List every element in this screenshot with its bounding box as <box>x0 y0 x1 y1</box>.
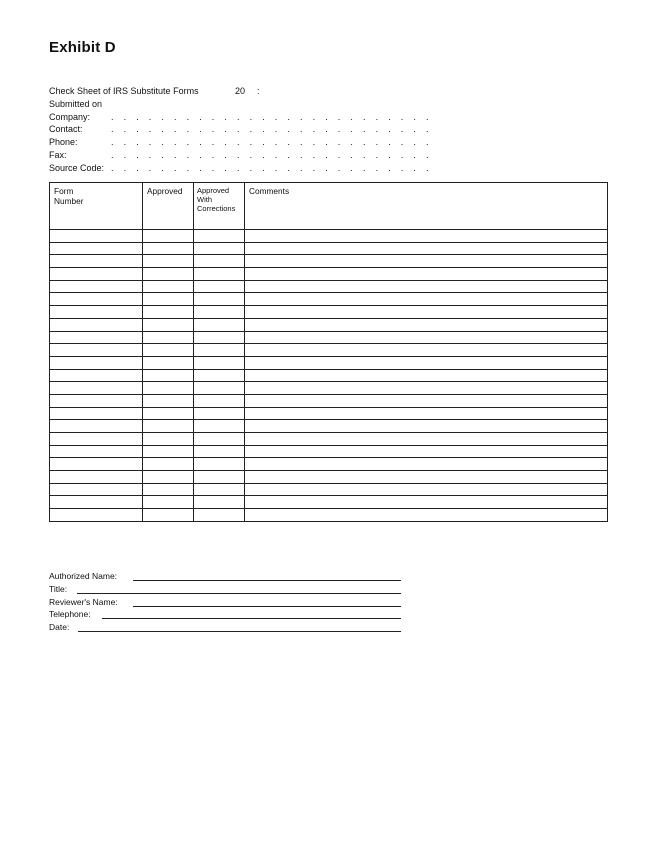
leader-dot: . <box>350 137 353 148</box>
date-label: Date: <box>49 622 70 633</box>
signature-line <box>133 606 401 607</box>
table-row <box>50 280 608 293</box>
leader-dot: . <box>312 149 316 160</box>
table-row <box>50 306 608 319</box>
leader-dot: . <box>111 149 114 160</box>
leader-dot: . <box>224 137 227 148</box>
check-sheet-line <box>49 85 429 98</box>
form-number-cell[interactable] <box>50 433 143 446</box>
leader-dot: . <box>174 149 177 160</box>
leader-dot: . <box>287 149 290 160</box>
approved-with-corrections-cell[interactable] <box>194 331 245 344</box>
leader-dot: . <box>123 111 127 122</box>
comments-cell[interactable] <box>245 407 608 420</box>
table-row <box>50 483 608 496</box>
leader-dot: . <box>426 124 429 135</box>
leader-dot: . <box>199 137 202 148</box>
leader-dot: . <box>388 162 391 173</box>
phone-label: Phone: <box>49 137 78 148</box>
approved-cell[interactable] <box>143 242 194 255</box>
leader-dot: . <box>337 149 341 160</box>
leader-dot: . <box>111 111 114 122</box>
leader-dot: . <box>148 149 152 160</box>
leader-dot: . <box>337 124 341 135</box>
leader-dot: . <box>400 124 404 135</box>
leader-dot: . <box>400 111 404 122</box>
leader-dot: . <box>136 162 139 173</box>
approved-cell[interactable] <box>143 344 194 357</box>
leader-dot: . <box>148 111 152 122</box>
approved-cell[interactable] <box>143 268 194 281</box>
approved-with-corrections-cell[interactable] <box>194 509 245 522</box>
signature-line <box>133 580 401 581</box>
awc-header-line2: With <box>197 195 212 204</box>
leader-dot: . <box>237 124 240 135</box>
column-header-comments <box>245 183 608 230</box>
telephone-label: Telephone: <box>49 609 91 620</box>
telephone-field[interactable] <box>49 609 401 622</box>
leader-dot: . <box>174 111 177 122</box>
table-row <box>50 407 608 420</box>
source-code-label: Source Code: <box>49 162 105 173</box>
leader-dot: . <box>211 162 215 173</box>
leader-dot: . <box>388 137 391 148</box>
leader-dot: . <box>211 111 215 122</box>
comments-cell[interactable] <box>245 445 608 458</box>
comments-cell[interactable] <box>245 356 608 369</box>
contact-label: Contact: <box>49 124 83 135</box>
leader-dot: . <box>325 137 328 148</box>
leader-dot: . <box>237 149 240 160</box>
approved-with-corrections-cell[interactable] <box>194 445 245 458</box>
leader-dot: . <box>350 111 353 122</box>
approved-with-corrections-cell[interactable] <box>194 382 245 395</box>
leader-dot: . <box>211 149 215 160</box>
comments-cell[interactable] <box>245 471 608 484</box>
comments-cell[interactable] <box>245 306 608 319</box>
form-number-cell[interactable] <box>50 344 143 357</box>
form-number-cell[interactable] <box>50 255 143 268</box>
approved-cell[interactable] <box>143 471 194 484</box>
comments-cell[interactable] <box>245 331 608 344</box>
approved-with-corrections-cell[interactable] <box>194 344 245 357</box>
leader-dot: . <box>237 162 240 173</box>
form-number-cell[interactable] <box>50 496 143 509</box>
leader-dot: . <box>186 149 190 160</box>
leader-dot: . <box>426 162 429 173</box>
page-title: Exhibit D <box>49 39 116 56</box>
approved-with-corrections-cell[interactable] <box>194 471 245 484</box>
form-number-cell[interactable] <box>50 306 143 319</box>
comments-cell[interactable] <box>245 344 608 357</box>
form-number-cell[interactable] <box>50 318 143 331</box>
leader-dot: . <box>249 162 253 173</box>
approved-header-text: Approved <box>147 186 183 196</box>
approved-with-corrections-cell[interactable] <box>194 356 245 369</box>
leader-dot: . <box>199 111 202 122</box>
forms-table <box>49 182 608 522</box>
comments-cell[interactable] <box>245 280 608 293</box>
leader-dot: . <box>337 137 341 148</box>
dot-leader <box>49 111 429 124</box>
signature-line <box>78 631 401 632</box>
table-row <box>50 496 608 509</box>
leader-dot: . <box>325 124 328 135</box>
dot-leader <box>49 149 429 162</box>
comments-cell[interactable] <box>245 509 608 522</box>
leader-dot: . <box>199 162 202 173</box>
leader-dot: . <box>262 149 265 160</box>
leader-dot: . <box>375 111 379 122</box>
approved-cell[interactable] <box>143 331 194 344</box>
table-row <box>50 230 608 243</box>
leader-dot: . <box>400 137 404 148</box>
leader-dot: . <box>388 124 391 135</box>
leader-dot: . <box>325 149 328 160</box>
leader-dot: . <box>312 162 316 173</box>
approved-cell[interactable] <box>143 433 194 446</box>
leader-dot: . <box>274 162 278 173</box>
date-field[interactable] <box>49 622 401 635</box>
comments-cell[interactable] <box>245 420 608 433</box>
leader-dot: . <box>174 137 177 148</box>
approved-with-corrections-cell[interactable] <box>194 230 245 243</box>
approved-with-corrections-cell[interactable] <box>194 483 245 496</box>
approved-with-corrections-cell[interactable] <box>194 394 245 407</box>
leader-dot: . <box>249 111 253 122</box>
leader-dot: . <box>111 137 114 148</box>
leader-dot: . <box>136 149 139 160</box>
leader-dot: . <box>300 137 303 148</box>
leader-dot: . <box>287 162 290 173</box>
form-number-cell[interactable] <box>50 280 143 293</box>
leader-dot: . <box>350 149 353 160</box>
approved-with-corrections-cell[interactable] <box>194 255 245 268</box>
leader-dot: . <box>375 162 379 173</box>
table-row <box>50 458 608 471</box>
dot-leader <box>49 136 429 149</box>
approved-cell[interactable] <box>143 306 194 319</box>
table-header-row <box>50 183 608 230</box>
leader-dot: . <box>413 111 416 122</box>
comments-cell[interactable] <box>245 382 608 395</box>
year-label: 20 <box>235 86 246 96</box>
leader-dot: . <box>375 149 379 160</box>
comments-header-text: Comments <box>249 186 290 196</box>
form-number-cell[interactable] <box>50 483 143 496</box>
leader-dot: . <box>363 137 366 148</box>
approved-cell[interactable] <box>143 382 194 395</box>
leader-dot: . <box>224 162 227 173</box>
leader-dot: . <box>123 124 127 135</box>
leader-dot: . <box>136 111 139 122</box>
awc-header-line1: Approved <box>197 186 230 195</box>
form-number-cell[interactable] <box>50 471 143 484</box>
form-number-cell[interactable] <box>50 407 143 420</box>
leader-dot: . <box>249 149 253 160</box>
leader-dot: . <box>287 137 290 148</box>
approved-cell[interactable] <box>143 420 194 433</box>
leader-dot: . <box>186 124 190 135</box>
table-row <box>50 331 608 344</box>
authorized-name-label: Authorized Name: <box>49 571 118 581</box>
table-row <box>50 318 608 331</box>
leader-dot: . <box>161 111 164 122</box>
leader-dot: . <box>426 137 429 148</box>
leader-dot: . <box>161 162 164 173</box>
leader-dot: . <box>186 162 190 173</box>
comments-cell[interactable] <box>245 433 608 446</box>
table-row <box>50 420 608 433</box>
leader-dot: . <box>375 124 379 135</box>
leader-dot: . <box>262 162 265 173</box>
leader-dot: . <box>274 124 278 135</box>
form-number-cell[interactable] <box>50 420 143 433</box>
leader-dot: . <box>274 149 278 160</box>
leader-dot: . <box>337 111 341 122</box>
leader-dot: . <box>237 137 240 148</box>
table-row <box>50 356 608 369</box>
approved-cell[interactable] <box>143 496 194 509</box>
approved-cell[interactable] <box>143 407 194 420</box>
leader-dot: . <box>400 149 404 160</box>
leader-dot: . <box>287 124 290 135</box>
approved-cell[interactable] <box>143 509 194 522</box>
authorized-name-field[interactable] <box>49 571 401 584</box>
leader-dot: . <box>363 162 366 173</box>
form-number-cell[interactable] <box>50 242 143 255</box>
approved-cell[interactable] <box>143 356 194 369</box>
form-number-cell[interactable] <box>50 268 143 281</box>
form-number-cell[interactable] <box>50 356 143 369</box>
leader-dot: . <box>337 162 341 173</box>
check-sheet-label: Check Sheet of IRS Substitute Forms <box>49 86 199 96</box>
reviewer-name-label: Reviewer's Name: <box>49 596 118 607</box>
leader-dot: . <box>211 124 215 135</box>
year-colon: : <box>257 86 260 96</box>
leader-dot: . <box>413 137 416 148</box>
submitted-label: Submitted on <box>49 98 103 109</box>
column-header-approved-with-corrections <box>194 183 245 230</box>
leader-dot: . <box>161 124 164 135</box>
leader-dot: . <box>224 149 227 160</box>
table-row <box>50 344 608 357</box>
signature-block <box>49 571 401 635</box>
table-row <box>50 369 608 382</box>
leader-dot: . <box>174 124 177 135</box>
reviewer-name-field[interactable] <box>49 597 401 610</box>
leader-dot: . <box>148 137 152 148</box>
approved-cell[interactable] <box>143 394 194 407</box>
column-header-approved <box>143 183 194 230</box>
leader-dot: . <box>388 149 391 160</box>
title-label: Title: <box>49 583 68 594</box>
leader-dot: . <box>249 124 253 135</box>
source-code-field[interactable] <box>49 162 429 175</box>
table-row <box>50 255 608 268</box>
approved-with-corrections-cell[interactable] <box>194 280 245 293</box>
leader-dot: . <box>312 124 316 135</box>
leader-dot: . <box>325 111 328 122</box>
leader-dot: . <box>262 137 265 148</box>
leader-dot: . <box>426 149 429 160</box>
leader-dot: . <box>325 162 328 173</box>
leader-dot: . <box>413 124 416 135</box>
comments-cell[interactable] <box>245 369 608 382</box>
leader-dot: . <box>123 162 127 173</box>
leader-dot: . <box>375 137 379 148</box>
leader-dot: . <box>111 162 114 173</box>
approved-with-corrections-cell[interactable] <box>194 433 245 446</box>
comments-cell[interactable] <box>245 255 608 268</box>
leader-dot: . <box>274 137 278 148</box>
leader-dot: . <box>350 162 353 173</box>
leader-dot: . <box>123 137 127 148</box>
form-header-line2: Number <box>54 196 84 206</box>
leader-dot: . <box>224 111 227 122</box>
comments-cell[interactable] <box>245 268 608 281</box>
approved-cell[interactable] <box>143 445 194 458</box>
leader-dot: . <box>388 111 391 122</box>
table-row <box>50 268 608 281</box>
leader-dot: . <box>161 149 164 160</box>
leader-dot: . <box>148 162 152 173</box>
leader-dot: . <box>111 124 114 135</box>
leader-dot: . <box>287 111 290 122</box>
leader-dot: . <box>224 124 227 135</box>
form-number-cell[interactable] <box>50 382 143 395</box>
leader-dot: . <box>363 124 366 135</box>
leader-dot: . <box>199 124 202 135</box>
company-field[interactable] <box>49 111 429 124</box>
leader-dot: . <box>274 111 278 122</box>
awc-header-line3: Corrections <box>197 204 236 213</box>
approved-cell[interactable] <box>143 458 194 471</box>
dot-leader <box>49 123 429 136</box>
title-field[interactable] <box>49 584 401 597</box>
leader-dot: . <box>300 124 303 135</box>
comments-cell[interactable] <box>245 230 608 243</box>
comments-cell[interactable] <box>245 318 608 331</box>
leader-dot: . <box>400 162 404 173</box>
approved-cell[interactable] <box>143 483 194 496</box>
leader-dot: . <box>300 149 303 160</box>
form-number-cell[interactable] <box>50 230 143 243</box>
leader-dot: . <box>300 111 303 122</box>
leader-dot: . <box>426 111 429 122</box>
leader-dot: . <box>262 124 265 135</box>
table-row <box>50 471 608 484</box>
leader-dot: . <box>350 124 353 135</box>
leader-dot: . <box>262 111 265 122</box>
comments-cell[interactable] <box>245 242 608 255</box>
comments-cell[interactable] <box>245 483 608 496</box>
leader-dot: . <box>363 111 366 122</box>
approved-with-corrections-cell[interactable] <box>194 496 245 509</box>
table-row <box>50 382 608 395</box>
leader-dot: . <box>249 137 253 148</box>
approved-with-corrections-cell[interactable] <box>194 268 245 281</box>
approved-with-corrections-cell[interactable] <box>194 420 245 433</box>
contact-field[interactable] <box>49 123 429 136</box>
column-header-form-number <box>50 183 143 230</box>
table-row <box>50 433 608 446</box>
approved-cell[interactable] <box>143 318 194 331</box>
leader-dot: . <box>186 111 190 122</box>
approved-with-corrections-cell[interactable] <box>194 369 245 382</box>
approved-with-corrections-cell[interactable] <box>194 293 245 306</box>
leader-dot: . <box>237 111 240 122</box>
approved-with-corrections-cell[interactable] <box>194 407 245 420</box>
leader-dot: . <box>174 162 177 173</box>
comments-cell[interactable] <box>245 496 608 509</box>
leader-dot: . <box>312 111 316 122</box>
approved-cell[interactable] <box>143 230 194 243</box>
approved-cell[interactable] <box>143 293 194 306</box>
table-row <box>50 293 608 306</box>
leader-dot: . <box>312 137 316 148</box>
leader-dot: . <box>413 149 416 160</box>
form-number-cell[interactable] <box>50 509 143 522</box>
table-row <box>50 242 608 255</box>
leader-dot: . <box>199 149 202 160</box>
leader-dot: . <box>300 162 303 173</box>
comments-cell[interactable] <box>245 458 608 471</box>
leader-dot: . <box>211 137 215 148</box>
form-number-cell[interactable] <box>50 445 143 458</box>
leader-dot: . <box>136 124 139 135</box>
phone-field[interactable] <box>49 136 429 149</box>
leader-dot: . <box>161 137 164 148</box>
submitted-line <box>49 98 429 111</box>
submission-info <box>49 85 429 175</box>
leader-dot: . <box>413 162 416 173</box>
leader-dot: . <box>123 149 127 160</box>
fax-field[interactable] <box>49 149 429 162</box>
approved-with-corrections-cell[interactable] <box>194 318 245 331</box>
leader-dot: . <box>186 137 190 148</box>
approved-with-corrections-cell[interactable] <box>194 458 245 471</box>
approved-cell[interactable] <box>143 369 194 382</box>
form-header-line1: Form <box>54 186 74 196</box>
form-number-cell[interactable] <box>50 369 143 382</box>
leader-dot: . <box>363 149 366 160</box>
signature-line <box>102 618 401 619</box>
table-row <box>50 509 608 522</box>
leader-dot: . <box>148 124 152 135</box>
company-label: Company: <box>49 111 91 122</box>
form-number-cell[interactable] <box>50 293 143 306</box>
table-body <box>50 230 608 522</box>
comments-cell[interactable] <box>245 293 608 306</box>
fax-label: Fax: <box>49 149 67 160</box>
approved-cell[interactable] <box>143 255 194 268</box>
table-row <box>50 445 608 458</box>
approved-cell[interactable] <box>143 280 194 293</box>
leader-dot: . <box>136 137 139 148</box>
form-number-cell[interactable] <box>50 458 143 471</box>
approved-with-corrections-cell[interactable] <box>194 306 245 319</box>
form-number-cell[interactable] <box>50 394 143 407</box>
comments-cell[interactable] <box>245 394 608 407</box>
approved-with-corrections-cell[interactable] <box>194 242 245 255</box>
table-row <box>50 394 608 407</box>
form-number-cell[interactable] <box>50 331 143 344</box>
signature-line <box>77 593 401 594</box>
